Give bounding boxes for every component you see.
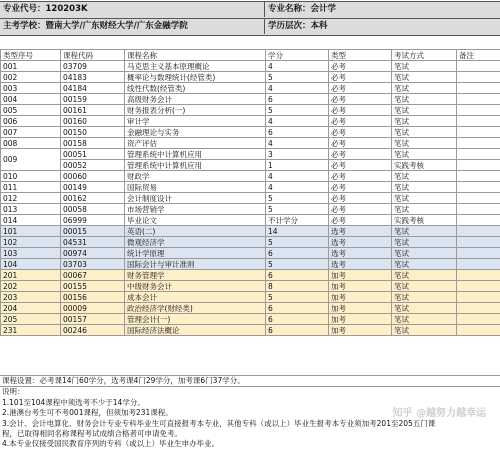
table-row <box>1 61 500 72</box>
watermark: 知乎 @越努力越幸运 <box>392 408 486 419</box>
col-header-note: 备注 <box>457 50 500 61</box>
cell-note <box>457 281 500 292</box>
cell-seq: 014 <box>1 215 61 226</box>
col-header-seq: 类型序号 <box>1 50 61 61</box>
cell-course-name: 中级财务会计 <box>125 281 266 292</box>
cell-code: 00060 <box>61 171 125 182</box>
cell-code: 00158 <box>61 138 125 149</box>
cell-code: 03709 <box>61 61 125 72</box>
cell-note <box>457 160 500 171</box>
cell-type: 必考 <box>329 182 392 193</box>
cell-exam-method: 笔试 <box>392 149 457 160</box>
cell-type: 必考 <box>329 127 392 138</box>
table-row <box>1 292 500 303</box>
cell-note <box>457 149 500 160</box>
table-row <box>1 94 500 105</box>
cell-note <box>457 127 500 138</box>
table-row <box>1 281 500 292</box>
cell-exam-method: 笔试 <box>392 292 457 303</box>
level-label: 学历层次： <box>268 21 311 31</box>
cell-seq: 203 <box>1 292 61 303</box>
cell-type: 必考 <box>329 171 392 182</box>
cell-note <box>457 61 500 72</box>
cell-code: 00051 <box>61 149 125 160</box>
table-row <box>1 237 500 248</box>
cell-code: 04531 <box>61 237 125 248</box>
table-row <box>1 248 500 259</box>
cell-type: 加考 <box>329 292 392 303</box>
cell-note <box>457 171 500 182</box>
major-name-label: 专业名称： <box>268 4 311 14</box>
table-row <box>1 105 500 116</box>
cell-code: 00159 <box>61 94 125 105</box>
cell-credit: 6 <box>266 303 329 314</box>
cell-credit: 4 <box>266 138 329 149</box>
cell-note <box>457 72 500 83</box>
cell-course-name: 财政学 <box>125 171 266 182</box>
cell-type: 必考 <box>329 83 392 94</box>
cell-credit: 4 <box>266 182 329 193</box>
cell-code: 00150 <box>61 127 125 138</box>
cell-code: 04184 <box>61 83 125 94</box>
cell-seq: 231 <box>1 325 61 336</box>
cell-code: 04183 <box>61 72 125 83</box>
cell-code: 00015 <box>61 226 125 237</box>
cell-type: 选考 <box>329 259 392 270</box>
cell-exam-method: 笔试 <box>392 116 457 127</box>
cell-exam-method: 笔试 <box>392 83 457 94</box>
cell-seq: 013 <box>1 204 61 215</box>
cell-seq: 202 <box>1 281 61 292</box>
header-row-major <box>0 1 500 19</box>
cell-seq: 006 <box>1 116 61 127</box>
table-row <box>1 193 500 204</box>
table-row <box>1 259 500 270</box>
cell-exam-method: 笔试 <box>392 237 457 248</box>
school-value: 暨南大学/广东财经大学/广东金融学院 <box>45 21 188 31</box>
cell-seq: 008 <box>1 138 61 149</box>
cell-note <box>457 270 500 281</box>
cell-note <box>457 325 500 336</box>
cell-exam-method: 笔试 <box>392 270 457 281</box>
cell-type: 选考 <box>329 237 392 248</box>
cell-note <box>457 83 500 94</box>
cell-seq: 001 <box>1 61 61 72</box>
cell-seq: 101 <box>1 226 61 237</box>
cell-course-name: 统计学原理 <box>125 248 266 259</box>
cell-seq: 104 <box>1 259 61 270</box>
cell-course-name: 审计学 <box>125 116 266 127</box>
cell-course-name: 会计制度设计 <box>125 193 266 204</box>
table-row <box>1 171 500 182</box>
cell-type: 选考 <box>329 226 392 237</box>
level-cell <box>265 19 500 34</box>
cell-credit: 6 <box>266 248 329 259</box>
cell-note <box>457 215 500 226</box>
cell-credit: 不计学分 <box>266 215 329 226</box>
cell-note <box>457 105 500 116</box>
cell-type: 必考 <box>329 204 392 215</box>
cell-credit: 6 <box>266 94 329 105</box>
cell-type: 选考 <box>329 248 392 259</box>
major-name-cell <box>265 2 500 17</box>
cell-seq: 005 <box>1 105 61 116</box>
cell-type: 必考 <box>329 215 392 226</box>
notes-heading: 说明： <box>2 387 25 397</box>
cell-credit: 4 <box>266 61 329 72</box>
cell-course-name: 国际会计与审计准则 <box>125 259 266 270</box>
cell-exam-method: 笔试 <box>392 171 457 182</box>
table-row <box>1 182 500 193</box>
cell-type: 加考 <box>329 270 392 281</box>
cell-exam-method: 笔试 <box>392 325 457 336</box>
cell-note <box>457 138 500 149</box>
cell-credit: 6 <box>266 314 329 325</box>
cell-course-name: 概率论与数理统计(经管类) <box>125 72 266 83</box>
cell-seq: 012 <box>1 193 61 204</box>
cell-course-name: 马克思主义基本原理概论 <box>125 61 266 72</box>
table-row <box>1 226 500 237</box>
cell-exam-method: 笔试 <box>392 204 457 215</box>
cell-code: 00058 <box>61 204 125 215</box>
cell-course-name: 国际经济法概论 <box>125 325 266 336</box>
cell-course-name: 管理会计(一) <box>125 314 266 325</box>
cell-code: 00067 <box>61 270 125 281</box>
col-header-credit: 学分 <box>266 50 329 61</box>
cell-credit: 4 <box>266 83 329 94</box>
cell-code: 00162 <box>61 193 125 204</box>
col-header-code: 课程代码 <box>61 50 125 61</box>
cell-note <box>457 248 500 259</box>
cell-note <box>457 292 500 303</box>
level-value: 本科 <box>310 21 328 31</box>
school-cell <box>0 19 265 34</box>
cell-exam-method: 笔试 <box>392 226 457 237</box>
cell-exam-method: 实践考核 <box>392 160 457 171</box>
cell-credit: 1 <box>266 160 329 171</box>
cell-note <box>457 226 500 237</box>
cell-type: 加考 <box>329 325 392 336</box>
cell-exam-method: 笔试 <box>392 61 457 72</box>
cell-exam-method: 笔试 <box>392 182 457 193</box>
cell-type: 必考 <box>329 72 392 83</box>
cell-type: 必考 <box>329 138 392 149</box>
cell-course-name: 国际贸易 <box>125 182 266 193</box>
cell-credit: 3 <box>266 149 329 160</box>
cell-note <box>457 182 500 193</box>
major-code-value: 120203K <box>45 4 88 14</box>
cell-exam-method: 笔试 <box>392 314 457 325</box>
table-row <box>1 116 500 127</box>
cell-exam-method: 笔试 <box>392 248 457 259</box>
cell-credit: 5 <box>266 193 329 204</box>
cell-exam-method: 笔试 <box>392 281 457 292</box>
cell-note <box>457 204 500 215</box>
major-code-label: 专业代号： <box>3 4 46 14</box>
cell-code: 00052 <box>61 160 125 171</box>
table-row <box>1 303 500 314</box>
cell-credit: 5 <box>266 237 329 248</box>
major-code-cell <box>0 2 265 17</box>
cell-credit: 6 <box>266 325 329 336</box>
cell-seq: 011 <box>1 182 61 193</box>
cell-seq: 007 <box>1 127 61 138</box>
cell-type: 加考 <box>329 314 392 325</box>
cell-code: 00009 <box>61 303 125 314</box>
note-line: 4.本专业仅接受国民教育序列的专科（或以上）毕业生申办毕业。 <box>2 439 220 449</box>
cell-seq: 102 <box>1 237 61 248</box>
cell-note <box>457 193 500 204</box>
table-row <box>1 138 500 149</box>
cell-exam-method: 笔试 <box>392 193 457 204</box>
cell-type: 加考 <box>329 303 392 314</box>
note-line: 3.会计、会计电算化、财务会计专业专科毕业生可直接报考本专业，其他专科（或以上）毕业生报考本专业须加考201至205五门课 <box>2 418 436 428</box>
cell-seq: 204 <box>1 303 61 314</box>
cell-note <box>457 303 500 314</box>
cell-exam-method: 笔试 <box>392 138 457 149</box>
cell-course-name: 金融理论与实务 <box>125 127 266 138</box>
cell-exam-method: 笔试 <box>392 105 457 116</box>
table-row <box>1 325 500 336</box>
col-header-type: 类型 <box>329 50 392 61</box>
cell-course-name: 财务管理学 <box>125 270 266 281</box>
cell-exam-method: 笔试 <box>392 259 457 270</box>
cell-code: 03703 <box>61 259 125 270</box>
table-row <box>1 215 500 226</box>
cell-course-name: 成本会计 <box>125 292 266 303</box>
cell-type: 必考 <box>329 94 392 105</box>
cell-course-name: 高级财务会计 <box>125 94 266 105</box>
cell-exam-method: 笔试 <box>392 127 457 138</box>
cell-exam-method: 笔试 <box>392 303 457 314</box>
cell-seq: 004 <box>1 94 61 105</box>
table-row <box>1 314 500 325</box>
table-row <box>1 204 500 215</box>
cell-course-name: 管理系统中计算机应用 <box>125 149 266 160</box>
cell-credit: 5 <box>266 72 329 83</box>
cell-type: 必考 <box>329 193 392 204</box>
cell-credit: 5 <box>266 204 329 215</box>
course-summary: 课程设置：必考课14门60学分，选考课4门29学分，加考课6门37学分。 <box>0 375 500 387</box>
cell-code: 06999 <box>61 215 125 226</box>
cell-credit: 5 <box>266 259 329 270</box>
cell-exam-method: 实践考核 <box>392 215 457 226</box>
cell-course-name: 资产评估 <box>125 138 266 149</box>
cell-type: 加考 <box>329 281 392 292</box>
cell-course-name: 市场营销学 <box>125 204 266 215</box>
table-header-row <box>1 50 500 61</box>
cell-seq: 003 <box>1 83 61 94</box>
cell-note <box>457 314 500 325</box>
cell-code: 00246 <box>61 325 125 336</box>
cell-course-name: 毕业论文 <box>125 215 266 226</box>
cell-code: 00974 <box>61 248 125 259</box>
cell-note <box>457 237 500 248</box>
cell-code: 00156 <box>61 292 125 303</box>
cell-seq: 205 <box>1 314 61 325</box>
cell-course-name: 微观经济学 <box>125 237 266 248</box>
table-row <box>1 160 500 171</box>
cell-credit: 5 <box>266 105 329 116</box>
cell-credit: 4 <box>266 116 329 127</box>
cell-seq: 103 <box>1 248 61 259</box>
col-header-name: 课程名称 <box>125 50 266 61</box>
cell-course-name: 财务报表分析(一) <box>125 105 266 116</box>
cell-seq: 201 <box>1 270 61 281</box>
cell-course-name: 政治经济学(财经类) <box>125 303 266 314</box>
table-row <box>1 72 500 83</box>
note-line: 2.港澳台考生可不考001课程，但须加考231课程。 <box>2 408 173 418</box>
cell-seq: 002 <box>1 72 61 83</box>
header-row-school <box>0 18 500 36</box>
cell-credit: 4 <box>266 171 329 182</box>
cell-seq: 009 <box>1 149 61 171</box>
cell-note <box>457 116 500 127</box>
cell-type: 必考 <box>329 116 392 127</box>
course-table-body <box>1 61 500 336</box>
cell-code: 00155 <box>61 281 125 292</box>
major-name-value: 会计学 <box>310 4 337 14</box>
course-table <box>0 49 500 336</box>
cell-course-name: 英语(二) <box>125 226 266 237</box>
cell-exam-method: 笔试 <box>392 94 457 105</box>
cell-code: 00160 <box>61 116 125 127</box>
note-line: 程，已取得相同名称课程考试成绩合格者可申请免考。 <box>2 429 182 439</box>
table-row <box>1 127 500 138</box>
cell-type: 必考 <box>329 160 392 171</box>
cell-seq: 010 <box>1 171 61 182</box>
table-row <box>1 270 500 281</box>
col-header-exam: 考试方式 <box>392 50 457 61</box>
cell-note <box>457 259 500 270</box>
cell-type: 必考 <box>329 105 392 116</box>
cell-type: 必考 <box>329 149 392 160</box>
cell-credit: 14 <box>266 226 329 237</box>
cell-credit: 6 <box>266 127 329 138</box>
cell-exam-method: 笔试 <box>392 72 457 83</box>
school-label: 主考学校： <box>3 21 46 31</box>
cell-type: 必考 <box>329 61 392 72</box>
cell-course-name: 线性代数(经管类) <box>125 83 266 94</box>
cell-code: 00157 <box>61 314 125 325</box>
cell-code: 00149 <box>61 182 125 193</box>
note-line: 1.101至104课程中须选考不少于14学分。 <box>2 397 145 407</box>
cell-note <box>457 94 500 105</box>
cell-course-name: 管理系统中计算机应用 <box>125 160 266 171</box>
table-row <box>1 83 500 94</box>
cell-code: 00161 <box>61 105 125 116</box>
table-row <box>1 149 500 160</box>
cell-credit: 5 <box>266 292 329 303</box>
cell-credit: 8 <box>266 281 329 292</box>
cell-credit: 6 <box>266 270 329 281</box>
